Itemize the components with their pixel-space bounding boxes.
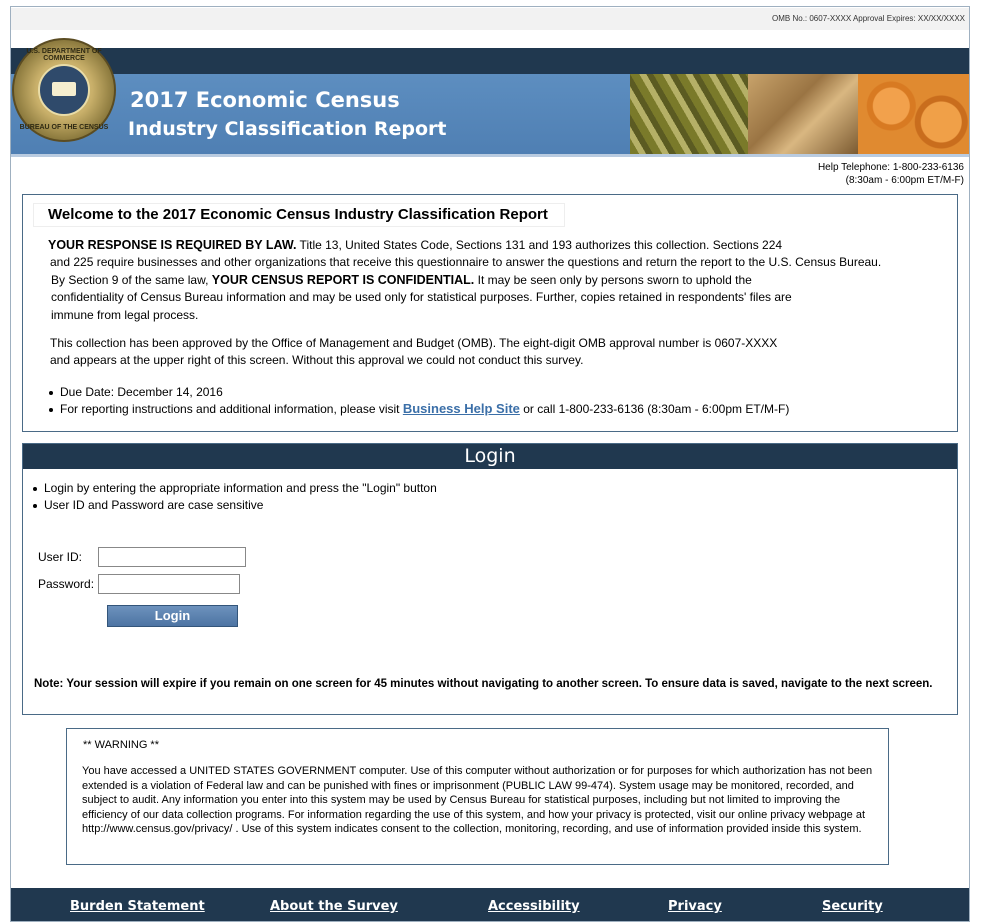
login-instruction-2 — [33, 498, 263, 512]
banner-top-bar — [11, 48, 969, 74]
bullet-icon — [33, 504, 37, 508]
instructions-item — [49, 401, 789, 416]
footer-link-security[interactable]: Security — [822, 899, 883, 914]
login-instruction-1-text: Login by entering the appropriate information and press the "Login" button — [44, 481, 437, 495]
required-text: Title 13, United States Code, Sections 131 and 193 authorizes this collection. Sections 224 — [296, 238, 783, 252]
census-seal-logo — [12, 38, 116, 142]
help-phone: Help Telephone: 1-800-233-6136 — [817, 162, 964, 173]
bullet-icon — [49, 408, 53, 412]
login-instruction-1 — [33, 481, 437, 495]
page-subtitle: Industry Classification Report — [128, 118, 447, 140]
page-title: 2017 Economic Census — [130, 88, 400, 112]
userid-input[interactable] — [98, 547, 246, 567]
due-date: Due Date: December 14, 2016 — [60, 385, 223, 399]
omb-approval-text: OMB No.: 0607-XXXX Approval Expires: XX/XX/XXXX — [11, 8, 969, 30]
banner-divider — [11, 154, 969, 157]
help-hours: (8:30am - 6:00pm ET/M-F) — [845, 175, 964, 186]
seal-bottom-text: BUREAU OF THE CENSUS — [19, 124, 109, 131]
help-telephone — [818, 161, 964, 187]
userid-label: User ID: — [38, 550, 83, 564]
login-heading: Login — [23, 444, 957, 469]
login-instruction-2-text: User ID and Password are case sensitive — [44, 498, 264, 512]
welcome-heading: Welcome to the 2017 Economic Census Industry Classification Report — [33, 203, 565, 227]
section9-text: By Section 9 of the same law, — [51, 273, 212, 287]
boxes-photo — [748, 74, 858, 154]
login-button[interactable]: Login — [107, 605, 238, 627]
required-by-law: YOUR RESPONSE IS REQUIRED BY LAW. — [48, 238, 297, 252]
login-panel — [22, 443, 958, 715]
welcome-panel — [22, 194, 958, 432]
legal-line-2: and 225 require businesses and other organizations that receive this questionnaire to answer the questions and return the report to the U.S. Census Bureau. — [50, 255, 882, 269]
seal-top-text: U.S. DEPARTMENT OF COMMERCE — [26, 48, 102, 62]
instructions-text: For reporting instructions and additional information, please visit — [60, 402, 403, 416]
omb-paragraph-2: and appears at the upper right of this screen. Without this approval we could not conduct this survey. — [50, 353, 584, 367]
footer-link-burden-statement[interactable]: Burden Statement — [70, 899, 205, 914]
bullet-icon — [33, 487, 37, 491]
confidential-notice: YOUR CENSUS REPORT IS CONFIDENTIAL. — [211, 273, 475, 287]
sworn-text: It may be seen only by persons sworn to uphold the — [474, 273, 752, 287]
instructions-call-text: or call 1-800-233-6136 (8:30am - 6:00pm ET/M-F) — [519, 402, 790, 416]
machinery-photo — [630, 74, 748, 154]
book-icon — [52, 82, 76, 96]
header-photo-strip — [630, 74, 969, 154]
footer-link-privacy[interactable]: Privacy — [668, 899, 722, 914]
warning-panel — [66, 728, 889, 865]
warning-title: ** WARNING ** — [83, 739, 159, 751]
omb-paragraph-1: This collection has been approved by the Office of Management and Budget (OMB). The eight-digit OMB approval number is 0607-XXXX — [50, 336, 778, 350]
oranges-photo — [858, 74, 969, 154]
password-input[interactable] — [98, 574, 240, 594]
business-help-site-link[interactable]: Business Help Site — [402, 401, 520, 416]
seal-emblem — [38, 64, 90, 116]
footer-link-accessibility[interactable]: Accessibility — [488, 899, 580, 914]
password-label: Password: — [38, 577, 95, 591]
legal-line-3 — [51, 272, 752, 289]
legal-line-5: immune from legal process. — [51, 308, 199, 322]
footer-link-about-survey[interactable]: About the Survey — [270, 899, 398, 914]
warning-body: You have accessed a UNITED STATES GOVERNMENT computer. Use of this computer without authorization or for purposes for which authorization has not been extended is a violation of Federal law and can be punished with fines or imprisonment (PUBLIC LAW 99-474). System usage may be monitored, recorded, and subject to audit. Any information you enter into this system may be used by Census Bureau for statistical purposes, including but not limited to improving the efficiency of our data collection programs. For information regarding the use of this system, and how your privacy is protected, visit our online privacy webpage at http://www.census.gov/privacy/ . Use of this system indicates consent to the collection, monitoring, recording, and use of information provided inside this system. — [82, 765, 873, 835]
session-expiry-note: Note: Your session will expire if you remain on one screen for 45 minutes without navigating to another screen. To ensure data is saved, navigate to the next screen. — [34, 678, 933, 690]
legal-line-1 — [48, 237, 782, 254]
legal-line-4: confidentiality of Census Bureau information and may be used only for statistical purposes. Further, copies retained in respondents' files are — [51, 290, 792, 304]
due-date-item — [49, 385, 223, 399]
bullet-icon — [49, 391, 53, 395]
